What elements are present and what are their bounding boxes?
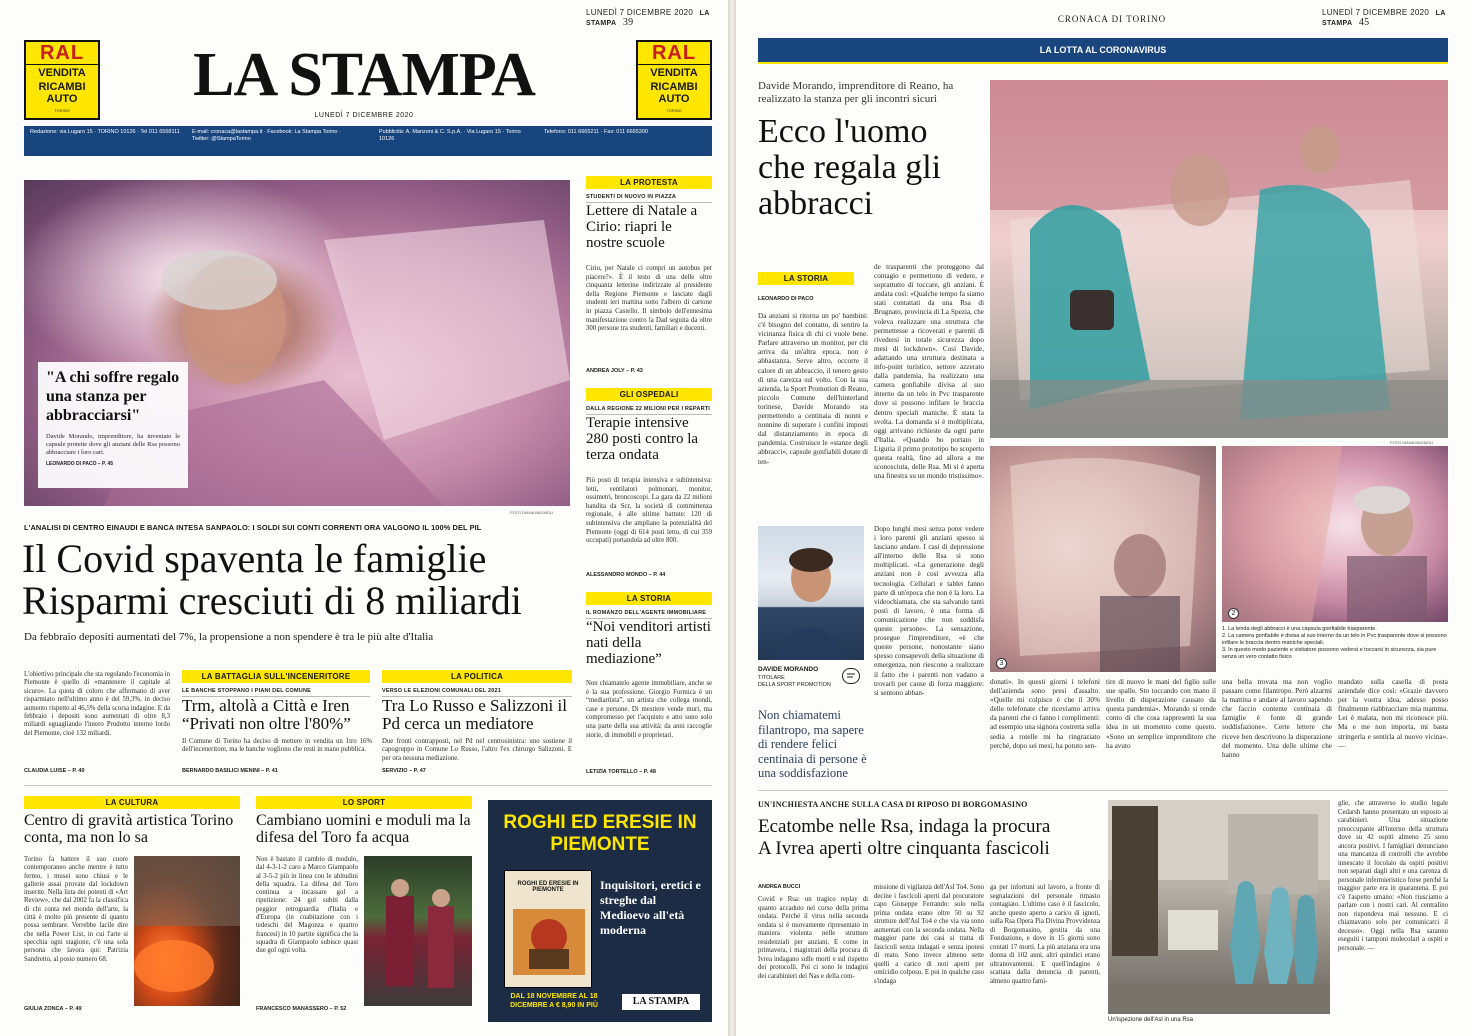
folio-paper: LA STAMPA bbox=[586, 10, 710, 27]
ral-logo-left: RAL bbox=[26, 42, 98, 65]
cover-credit: FOTO DIANA BAGNOLI bbox=[510, 510, 554, 515]
info-bar bbox=[24, 126, 712, 156]
folio-date: LUNEDÌ 7 DICEMBRE 2020 bbox=[586, 8, 694, 17]
ospedali-byline: ALESSANDRO MONDO – P. 44 bbox=[586, 572, 666, 578]
promo-offer: DAL 18 NOVEMBRE AL 18 DICEMBRE A € 8,90 IN PIÙ bbox=[510, 993, 598, 1009]
politica-subkicker: VERSO LE ELEZIONI COMUNALI DEL 2021 bbox=[382, 686, 572, 697]
politica-text: Due fronti contrapposti, nel Pd nel centrosinistra: uno sostiene il capogruppo in Comune Lo Russo, l'altro l'ex chirurgo Salizzoni. E per ora nessuna mediazione. bbox=[382, 738, 572, 762]
photo-3-shapes bbox=[990, 446, 1216, 672]
inceneritore-kicker: LA BATTAGLIA SULL'INCENERITORE bbox=[182, 670, 370, 683]
inquiry-headline-2[interactable]: A Ivrea aperti oltre cinquanta fascicoli bbox=[758, 838, 1050, 859]
inceneritore-byline: BERNARDO BASILICI MENINI – P. 41 bbox=[182, 768, 278, 774]
front-page-39 bbox=[0, 0, 728, 1036]
cultura-kicker: LA CULTURA bbox=[24, 796, 240, 809]
folio-number: 39 bbox=[622, 17, 634, 28]
divider-right bbox=[758, 790, 1448, 791]
sport-photo[interactable] bbox=[364, 856, 472, 1006]
photo-1[interactable] bbox=[990, 80, 1448, 438]
cover-photo[interactable] bbox=[24, 180, 570, 506]
article-headline[interactable]: Ecco l'uomo che regala gli abbracci bbox=[758, 113, 942, 222]
article-col-2: de trasparenti che proteggono dal contagio e permettono di vedere, e soprattutto di toccare, gli anziani. È andata così: «Qualche tempo fa siamo stati contattati da una Rsa di Brugnato, provincia di La Spezia, che voleva realizzare una struttura che permettesse a ricoverati e parenti di rivedersi in totale sicurezza dopo mesi di lockdown». Così Davide, adattando una struttura destinata a info-point turistico, settore azzerato dalla pandemia, ha realizzato una camera gonfiabile divisa al suo interno da un telo in Pvc trasparente dove si possono infilare le braccia dentro speciali maniche. È stata la svolta. La domanda si è moltiplicata, oggi arrivano richieste da ogni parte d'Italia. «Quando ho portato in Liguria il primo prototipo ho scoperto questa realtà, fino ad allora a me sconosciuta, delle Rsa. Mi si è aperta una finestra su un mondo tristissimo». bbox=[874, 263, 984, 481]
main-byline: CLAUDIA LUISE – P. 40 bbox=[24, 768, 85, 774]
sport-kicker: LO SPORT bbox=[256, 796, 472, 809]
section-name: CRONACA DI TORINO bbox=[1057, 14, 1167, 24]
sport-photo-shapes bbox=[364, 856, 472, 1006]
inceneritore-headline[interactable]: Trm, altolà a Città e Iren “Privati non oltre l'80%” bbox=[182, 696, 351, 733]
article-col-7: mandato sulla casella di posta aziendale dice così: «Grazie davvero per la vostra idea, adesso posso finalmente riabbracciare mia mamma. Lei è malata, non mi riconosce più. Ma e me non importa, mi basta stringerla e sentirla al nuovo vicina». — bbox=[1338, 678, 1448, 750]
masthead: LA STAMPA bbox=[193, 41, 535, 109]
article-summary: Davide Morando, imprenditore di Reano, ha realizzato la stanza per gli incontri sicuri bbox=[758, 80, 954, 105]
cultura-text: Torino fa battere il suo cuore contemporaneo anche mentre è tutto fermo, i musei sono chiusi e le gallerie assai provate dal lockdown inserite. Nella lista dei potenti di «Art Review», che dal 2002 fa la classifica di chi conta nel mondo dell'arte, la città è molto più presente di quanto possa sembrare. Verrebbe facile dire che nella Power List, in cui l'arte si specchia ogni stagione, c'è una sola persona che lavora qui: Patrizia Sandretto, al posto numero 68. bbox=[24, 856, 128, 963]
article-col-6: una bella trovata ma non voglio passare come filantropo. Però alzarmi la mattina e andare al lavoro sapendo che faccio contente centinaia di famiglie è fonte di grande soddisfazione». Certe lettere che riceve ben descrivono la disperazione del momento. Una delle ultime che hanno bbox=[1222, 678, 1332, 759]
ad-ral-right[interactable] bbox=[636, 40, 712, 120]
caption-2: 2. La camera gonfiabile è divisa al suo interno da un telo in Pvc trasparente dove si possono infilare le braccia dentro maniche speciali. bbox=[1222, 633, 1447, 646]
caption-3: 3. In questo modo paziente e visitatore possono vedersi e toccarsi in sicurezza, sia pure senza un vero contatto fisico bbox=[1222, 647, 1437, 660]
inquiry-col-3: ga per infortuni sul lavoro, a fronte di segnalazioni del personale rimasto contagiato. L'ultimo caso è il fascicolo, anche questo aperto a carico di ignoti, sulla Rsa Opera Pia Divina Provvidenza di Borgomasino, gestita da una Fondazione, e dove in 15 giorni sono contati 17 morti. La più anziana era una donna di 102 anni, altri quindici erano ultranovantenni. E quell'indagine è scattata dalla denuncia di parenti, almeno quattro fami- bbox=[990, 884, 1100, 985]
photo-2-number: 2 bbox=[1228, 608, 1239, 619]
cover-text: Davide Morando, imprenditore, ha inventato le capsule protette dove gli anziani delle Rsa possono abbracciare i loro cari. bbox=[46, 433, 180, 456]
ospedali-kicker: GLI OSPEDALI bbox=[586, 388, 712, 401]
folio-right bbox=[1322, 8, 1472, 28]
folio-right-paper: LA STAMPA bbox=[1322, 10, 1446, 27]
article-byline: LEONARDO DI PACO bbox=[758, 296, 814, 302]
folio-right-number: 45 bbox=[1358, 17, 1370, 28]
portrait-role-1: TITOLARE bbox=[758, 675, 785, 681]
cultura-photo[interactable] bbox=[134, 856, 240, 1006]
ral-line3-right: TORINO bbox=[666, 108, 682, 113]
promo-book-art bbox=[505, 905, 593, 985]
ral-line2-left: RICAMBI AUTO bbox=[38, 81, 86, 105]
inceneritore-subkicker: LE BANCHE STOPPANO I PIANI DEL COMUNE bbox=[182, 686, 370, 697]
speech-bubble-icon bbox=[842, 668, 860, 684]
sport-byline: FRANCESCO MANASSERO – P. 52 bbox=[256, 1006, 347, 1012]
promo-book-title: ROGHI ED ERESIE IN PIEMONTE bbox=[517, 881, 579, 893]
protesta-kicker: LA PROTESTA bbox=[586, 176, 712, 189]
protesta-headline[interactable]: Lettere di Natale a Cirio: riapri le nostre scuole bbox=[586, 203, 698, 251]
inquiry-headline-1[interactable]: Ecatombe nelle Rsa, indaga la procura bbox=[758, 816, 1051, 837]
protesta-subkicker: STUDENTI DI NUOVO IN PIAZZA bbox=[586, 192, 712, 203]
sport-text: Non è bastato il cambio di modulo, dal 4-3-1-2 caro a Marco Giampaolo al 3-5-2 più in linea con le abitudini della squadra. La difesa del Toro continua a incassare gol a ripetizione: 24 gol subiti dalla peggior retroguardia d'Italia e d'Europa (in coabitazione con i tedeschi del Magonza e quattro francesi) in 10 partite significa che la squadra di Giampaolo subisce quasi due gol ogni volta. bbox=[256, 856, 358, 955]
portrait-name: DAVIDE MORANDO bbox=[758, 666, 819, 673]
portrait-photo[interactable] bbox=[758, 526, 864, 660]
info-col3: Pubblicità: A. Manzoni & C. S.p.A. · Via Lugaro 15 · Torino 10126 bbox=[379, 129, 521, 142]
folio-right-date: LUNEDÌ 7 DICEMBRE 2020 bbox=[1322, 8, 1430, 17]
coronavirus-band: LA LOTTA AL CORONAVIRUS bbox=[758, 38, 1448, 62]
folio-left bbox=[586, 8, 728, 28]
politica-byline: SERVIZIO – P. 47 bbox=[382, 768, 426, 774]
divider bbox=[24, 785, 712, 786]
band-underline bbox=[758, 62, 1448, 64]
politica-kicker: LA POLITICA bbox=[382, 670, 572, 683]
storia-kicker: LA STORIA bbox=[586, 592, 712, 605]
photo-1-credit: FOTO DIANA BAGNOLI bbox=[1390, 440, 1434, 445]
protesta-text: Cirio, per Natale ci compri un autobus per piacere?». È il testo di una delle oltre cinquanta letterine indirizzate al presidente della Regione Piemonte e lasciate dagli studenti ieri mattina sotto l'albero di cartone in piazza Castello. Il simbolo dell'ennesima manifestazione contro la Dad seguita da oltre 300 persone tra studenti, familiari e docenti. bbox=[586, 265, 712, 333]
inquiry-photo-caption: Un'ispezione dell'Asl in una Rsa bbox=[1108, 1017, 1194, 1023]
main-deck: Da febbraio depositi aumentati del 7%, la propensione a non spendere è tra le più alte d'Italia bbox=[24, 631, 434, 643]
inquiry-kicker: UN'INCHIESTA ANCHE SULLA CASA DI RIPOSO DI BORGOMASINO bbox=[758, 800, 1028, 809]
article-col-5: tire di nuovo le mani del figlio sulle sue spalle. Sto toccando con mano il livello di disperazione causato da questa pandemia». Morando si rende conto di che cosa rappresenti la sua idea in un momento come questo. «Sono un semplice imprenditore che ha avuto bbox=[1106, 678, 1216, 750]
storia-headline[interactable]: “Noi venditori artisti nati della mediazione” bbox=[586, 619, 711, 667]
info-col2: E-mail: cronaca@lastampa.it · Facebook: La Stampa Torino · Twitter: @StampaTorino bbox=[192, 129, 341, 142]
photo-3-number: 3 bbox=[996, 658, 1007, 669]
info-col4: Telefono: 011 6665211 · Fax: 011 6665300 bbox=[544, 129, 648, 135]
photo-captions bbox=[1222, 626, 1448, 661]
cultura-headline[interactable]: Centro di gravità artistica Torino conta, ma non lo sa bbox=[24, 812, 234, 846]
main-text: L'obiettivo principale che sta regolando l'economia in Piemonte è quello di «mantenere il capitale al sicuro». La quota di coloro che affermano di aver risparmiato nell'ultimo anno è del 59,3%, in deciso aumento rispetto al 46,5% della scorsa indagine. E da febbraio i depositi sono aumentati di oltre 8,3 miliardi eguagliando l'intero Prodotto interno lordo del Piemonte, cioè 132 miliardi. bbox=[24, 671, 170, 737]
pull-quote: Non chiamatemi filantropo, ma sapere di rendere felici centinaia di persone è una soddisfazione bbox=[758, 708, 867, 780]
ospedali-text: Più posti di terapia intensiva e subintensiva: letti, ventilatori polmonari, monitor, ossimetri, broncoscopi. La gara da 22 milioni bandita da Scr, la società di committenza regionale, è alle ultime battute: 120 di subintensiva che ampliano la potenzialità del Piemonte (oggi di 614 posti letto, di cui 359 occupati) portandola ad oltre 800. bbox=[586, 477, 712, 545]
cultura-photo-shapes bbox=[134, 856, 240, 1006]
info-col1: Redazione: via Lugaro 15 · TORINO 10126 · Tel 011 6568111 bbox=[30, 129, 180, 135]
politica-headline[interactable]: Tra Lo Russo e Salizzoni il Pd cerca un mediatore bbox=[382, 696, 567, 733]
promo-brand: LA STAMPA bbox=[622, 994, 700, 1010]
photo-1-shapes bbox=[990, 80, 1448, 438]
main-headline-1[interactable]: Il Covid spaventa le famiglie bbox=[22, 536, 487, 581]
storia-kicker-right: LA STORIA bbox=[758, 272, 854, 285]
portrait-shapes bbox=[758, 526, 864, 660]
inceneritore-text: Il Comune di Torino ha deciso di mettere in vendita un 1trо 16% dell'inceneritore, ma le banche vogliono che resti in mano pubblica. bbox=[182, 738, 372, 754]
cover-quote: "A chi soffre regalo una stanza per abbracciarsi" bbox=[46, 369, 180, 424]
storia-text: Non chiamatelo agente immobiliare, anche se è la sua professione. Giorgio Formica è un “mediartista”, un artista che collega mondi, case e persone. Di mestiere vende muri, ma compromesso per l'acquisto e atto sono solo una parte della sua attività: da anni raccoglie storie, di immobili e proprietari. bbox=[586, 680, 712, 739]
inquiry-byline: ANDREA BUCCI bbox=[758, 884, 801, 890]
ral-line1-left: VENDITA bbox=[38, 67, 86, 79]
photo-2[interactable] bbox=[1222, 446, 1448, 622]
storia-subkicker: IL ROMANZO DELL'AGENTE IMMOBILIARE bbox=[586, 608, 712, 619]
photo-3[interactable] bbox=[990, 446, 1216, 672]
inquiry-photo-shapes bbox=[1108, 800, 1330, 1014]
ral-line2-right: RICAMBI AUTO bbox=[650, 81, 698, 105]
inquiry-col-1: Covid e Rsa: un tragico replay di quanto accaduto nel corso della prima ondata. Perché il virus nella seconda ondata si è nuovamente ripresentato in maniera violenta nelle strutture residenziali per anziani. E come in primavera, i magistrati della procura di Ivrea indagano sulle morti e sul rispetto dei protocolli. Poi ci sono le indagini dei carabinieri dei Nas e della com- bbox=[758, 896, 868, 980]
sport-headline[interactable]: Cambiano uomini e moduli ma la difesa del Toro fa acqua bbox=[256, 812, 471, 846]
inquiry-col-2: missione di vigilanza dell'Asl To4. Sono decine i fascicoli aperti dal procuratore capo Giuseppe Ferrando: solo nella prima ondata erano oltre 50 su 92 strutture dell'Asl To4 e che via via sono aumentati con la seconda ondata. Nella maggior parte dei casi si tratta di fascicoli senza indagati e senza ipotesi di reato. Sono invece almeno sette quelli a carico di noti aperti per omicidio colposo. E poi in qualche caso s'indaga bbox=[874, 884, 984, 985]
promo-title: ROGHI ED ERESIE IN PIEMONTE bbox=[503, 812, 697, 855]
page-gutter bbox=[728, 0, 736, 1036]
inside-page-45 bbox=[736, 0, 1472, 1036]
cultura-byline: GIULIA ZONCA – P. 49 bbox=[24, 1006, 82, 1012]
ral-logo-right: RAL bbox=[638, 42, 710, 65]
inquiry-col-4: glie, che attraverso lo studio legale Cedarsh hanno presentato un esposto ai carabinieri. Una situazione preoccupante all'interno della struttura dove su 42 ospiti almeno 25 sono ancora positivi. I famigliari denunciano una mancanza di controlli che avrebbe innescato il focolaio da ospiti positivi non separati dagli altri e una carenza di personale infermieristico forse perché la maggior parte era in quarantena. E poi c'è l'aspetto umano: «Non riusciamo a parlare con i nostri cari. Al centralino non rispondeva mai nessuno. E ci chiamavano solo per comunicarci il decesso». Oggi nella Rsa saranno eseguiti i tamponi molecolari a ospiti e personale. — bbox=[1338, 800, 1448, 952]
ospedali-subkicker: DALLA REGIONE 22 MILIONI PER I REPARTI bbox=[586, 404, 712, 415]
cover-byline: LEONARDO DI PACO – P. 45 bbox=[46, 461, 114, 467]
ad-ral-left[interactable] bbox=[24, 40, 100, 120]
protesta-byline: ANDREA JOLY – P. 43 bbox=[586, 368, 643, 374]
article-col-4: donati». In questi giorni i telefoni dell'azienda sono presi d'assalto. «Quelle mi colpisce è che il 30% delle telefonate che riceviamo arriva da parenti che ci fanno i complimenti: ad esempio una signora costretta sulla sedia a rotelle mi ha ringraziato perché, dopo sei mesi, ha potuto sen- bbox=[990, 678, 1100, 750]
cover-quote-box bbox=[38, 362, 188, 488]
ral-line3-left: TORINO bbox=[54, 108, 70, 113]
main-headline-2[interactable]: Risparmi cresciuti di 8 miliardi bbox=[22, 578, 522, 623]
storia-byline: LETIZIA TORTELLO – P. 48 bbox=[586, 769, 656, 775]
speech-bubble-dots bbox=[842, 668, 860, 684]
inquiry-photo[interactable] bbox=[1108, 800, 1330, 1014]
ral-line1-right: VENDITA bbox=[650, 67, 698, 79]
article-col-3: Dopo lunghi mesi senza poter vedere i loro parenti gli anziani spesso si lasciano andare. I casi di depressione all'interno delle Rsa si sono moltiplicati. «La generazione degli anziani non è così avvezza alla tecnologia. Cellulari e tablet fanno parte di un'epoca che non è la loro. La videochiamata, che sta salvando tanti posti di lavoro, è una forma di comunicazione che non soddisfa queste persone». La sensazione, prosegue l'imprenditore, «è che queste persone, nonostante siano spesso consapevoli della situazione di emergenza, non riescono a realizzare il fatto che i parenti non vadano a trovarli per cause di forza maggiore: si sentono abban- bbox=[874, 525, 984, 697]
photo-2-shapes bbox=[1222, 446, 1448, 622]
caption-1: 1. La tenda degli abbracci è una capsula gonfiabile trasparente. bbox=[1222, 626, 1377, 632]
promo-box[interactable] bbox=[488, 800, 712, 1022]
main-kicker: L'ANALISI DI CENTRO EINAUDI E BANCA INTESA SANPAOLO: I SOLDI SUI CONTI CORRENTI ORA VALGONO IL 100% DEL PIL bbox=[24, 523, 482, 532]
article-col-1: Da anziani si ritorna un po' bambini: c'è bisogno del contatto, di sentire la vicinanza fisica di chi ci vuole bene. Parlare attraverso un monitor, per chi arriva da un'altra epoca, non è abbastanza. Serve altro, occorre il calore di un abbraccio, il tenero gesto di una carezza sul volto. Con la sua azienda, la Sport Promotion di Reano, piccolo Comune dell'hinterland torinese, Davide Morando sta permettendo a centinaia di nonni e nonnine di superare i confini imposti dal distanziamento in epoca di pandemia. Costruisce le «stanze degli abbracci», capsule gonfiabili dotate di ten- bbox=[758, 312, 868, 466]
promo-book bbox=[504, 870, 592, 988]
portrait-role-2: DELLA SPORT PROMOTION bbox=[758, 682, 831, 688]
ospedali-headline[interactable]: Terapie intensive 280 posti contro la terza ondata bbox=[586, 415, 699, 463]
dateline: LUNEDÌ 7 DICEMBRE 2020 bbox=[314, 112, 414, 119]
promo-tagline: Inquisitori, eretici e streghe dal Medioevo all'età moderna bbox=[600, 878, 701, 937]
